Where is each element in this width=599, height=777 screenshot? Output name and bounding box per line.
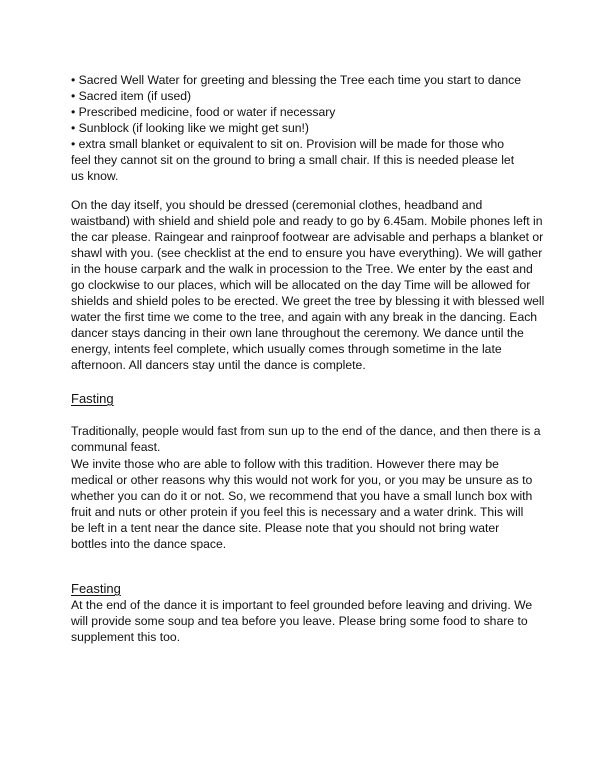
day-itself-paragraph (71, 197, 545, 373)
paragraph-line: waistband) with shield and shield pole and ready to go by 6.45am. Mobile phones left in (71, 214, 543, 228)
fasting-paragraph-2 (71, 456, 541, 552)
paragraph-line: fruit and nuts or other protein if you feel this is necessary and a water drink. This will (71, 505, 524, 519)
bullet-line: • Prescribed medicine, food or water if necessary (71, 105, 336, 119)
paragraph-line: in the house carpark and the walk in procession to the Tree. We enter by the east and (71, 262, 533, 276)
bullet-line: • Sacred Well Water for greeting and blessing the Tree each time you start to dance (71, 73, 522, 87)
bullet-line: • Sunblock (if looking like we might get sun!) (71, 121, 309, 135)
paragraph-line: On the day itself, you should be dressed (ceremonial clothes, headband and (71, 198, 483, 212)
paragraph-line: go clockwise to our places, which will be allocated on the day Time will be allowed for (71, 278, 531, 292)
paragraph-line: bottles into the dance space. (71, 537, 227, 551)
paragraph-line: We invite those who are able to follow with this tradition. However there may be (71, 457, 499, 471)
feasting-heading: Feasting (71, 581, 121, 596)
bullet-line: • Sacred item (if used) (71, 89, 192, 103)
paragraph-line: afternoon. All dancers stay until the dance is complete. (71, 358, 366, 372)
bullet-line: us know. (71, 169, 119, 183)
fasting-paragraph-1 (71, 423, 541, 455)
paragraph-line: water the first time we come to the tree, and again with any break in the dancing. Each (71, 310, 538, 324)
paragraph-line: shawl with you. (see checklist at the end to ensure you have everything). We will gather (71, 246, 543, 260)
bullet-line: feel they cannot sit on the ground to bring a small chair. If this is needed please let (71, 153, 515, 167)
feasting-paragraph (71, 597, 541, 645)
paragraph-line: supplement this too. (71, 630, 181, 644)
checklist-bullets (71, 72, 541, 184)
paragraph-line: At the end of the dance it is important to feel grounded before leaving and driving. We (71, 598, 533, 612)
paragraph-line: be left in a tent near the dance site. Please note that you should not bring water (71, 521, 500, 535)
paragraph-line: whether you can do it or not. So, we recommend that you have a small lunch box with (71, 489, 533, 503)
fasting-heading: Fasting (71, 391, 114, 406)
paragraph-line: will provide some soup and tea before you leave. Please bring some food to share to (71, 614, 528, 628)
paragraph-line: shields and shield poles to be erected. We greet the tree by blessing it with blessed well (71, 294, 545, 308)
paragraph-line: dancer stays dancing in their own lane throughout the ceremony. We dance until the (71, 326, 524, 340)
paragraph-line: energy, intents feel complete, which usually comes through sometime in the late (71, 342, 502, 356)
paragraph-line: medical or other reasons why this would not work for you, or you may be unsure as to (71, 473, 533, 487)
paragraph-line: the car please. Raingear and rainproof footwear are advisable and perhaps a blanket or (71, 230, 544, 244)
bullet-line: • extra small blanket or equivalent to sit on. Provision will be made for those who (71, 137, 505, 151)
paragraph-line: Traditionally, people would fast from sun up to the end of the dance, and then there is a (71, 424, 541, 438)
paragraph-line: communal feast. (71, 440, 161, 454)
